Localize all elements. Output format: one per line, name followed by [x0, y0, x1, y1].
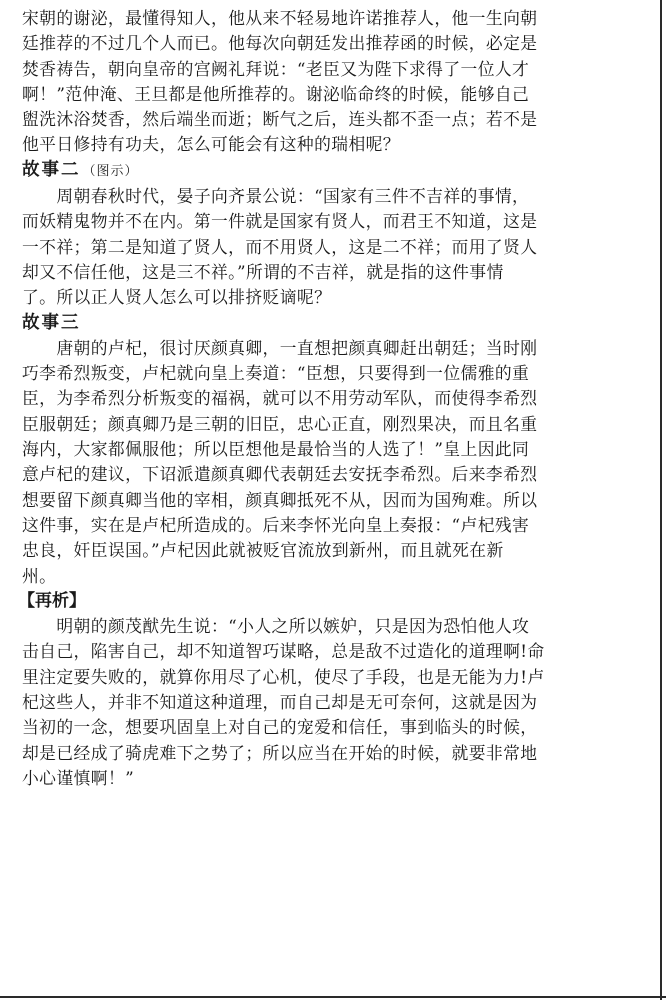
paragraph-story-3 — [22, 336, 646, 589]
text-line: 唐朝的卢杞，很讨厌颜真卿，一直想把颜真卿赶出朝廷；当时刚 — [22, 337, 538, 358]
text-line: 盥洗沐浴焚香，然后端坐而逝；断气之后，连头都不歪一点；若不是 — [22, 109, 538, 130]
paragraph-story-1 — [22, 6, 646, 158]
text-line: 而妖精鬼物并不在内。第一件就是国家有贤人，而君王不知道，这是 — [22, 211, 538, 232]
text-line: 宋朝的谢泌，最懂得知人，他从来不轻易地许诺推荐人，他一生向朝 — [22, 8, 538, 28]
text-line: 一不祥；第二是知道了贤人，而不用贤人，这是二不祥；而用了贤人 — [22, 236, 538, 257]
heading-title: 故事三 — [22, 312, 81, 333]
text-line: 却又不信任他，这是三不祥。”所谓的不吉祥，就是指的这件事情 — [22, 261, 504, 282]
heading-note: （图示） — [82, 163, 139, 179]
text-line: 啊！”范仲淹、王旦都是他所推荐的。谢泌临命终的时候，能够自己 — [22, 83, 530, 104]
text-line: 明朝的颜茂猷先生说：“小人之所以嫉妒，只是因为恐怕他人攻 — [22, 616, 530, 637]
heading-story-3 — [22, 311, 646, 336]
text-line: 忠良，奸臣误国。”卢杞因此就被贬官流放到新州，而且就死在新 — [22, 540, 504, 561]
paragraph-reanalysis — [22, 614, 646, 791]
heading-story-2 — [22, 158, 646, 184]
text-line: 这件事，实在是卢杞所造成的。后来李怀光向皇上奏报：“卢杞残害 — [22, 514, 530, 535]
text-line: 臣，为李希烈分析叛变的福祸，就可以不用劳动军队，而使得李希烈 — [22, 388, 538, 409]
text-line: 了。所以正人贤人怎么可以排挤贬谪呢？ — [22, 287, 332, 308]
text-line: 击自己，陷害自己，却不知道智巧谋略，总是敌不过造化的道理啊!命 — [22, 641, 545, 662]
text-line: 意卢杞的建议，下诏派遣颜真卿代表朝廷去安抚李希烈。后来李希烈 — [22, 464, 538, 485]
page-edge-bottom — [0, 996, 666, 998]
text-line: 小心谨慎啊！” — [22, 767, 135, 788]
paragraph-story-2 — [22, 184, 646, 310]
text-line: 里注定要失败的，就算你用尽了心机，使尽了手段，也是无能为力!卢 — [22, 666, 545, 687]
text-line: 巧李希烈叛变，卢杞就向皇上奏道：“臣想，只要得到一位儒雅的重 — [22, 363, 530, 384]
text-line: 当初的一念，想要巩固皇上对自己的宠爱和信任，事到临头的时候， — [22, 717, 538, 738]
text-line: 臣服朝廷；颜真卿乃是三朝的旧臣，忠心正直，刚烈果决，而且名重 — [22, 413, 538, 434]
text-line: 却是已经成了骑虎难下之势了；所以应当在开始的时候，就要非常地 — [22, 742, 538, 763]
text-line: 周朝春秋时代，晏子向齐景公说：“国家有三件不吉祥的事情， — [22, 186, 530, 207]
page-edge-right — [660, 0, 662, 1000]
heading-title: 故事二 — [22, 159, 81, 180]
text-line: 他平日修持有功夫，怎么可能会有这种的瑞相呢？ — [22, 134, 400, 155]
heading-title: 【再析】 — [18, 590, 86, 611]
text-line: 州。 — [22, 565, 57, 586]
text-line: 焚香祷告，朝向皇帝的宫阙礼拜说：“老臣又为陛下求得了一位人才 — [22, 58, 530, 79]
text-line: 海内，大家都佩服他；所以臣想他是最恰当的人选了！”皇上因此同 — [22, 439, 530, 460]
heading-reanalysis — [18, 589, 646, 614]
text-line: 想要留下颜真卿当他的宰相，颜真卿抵死不从，因而为国殉难。所以 — [22, 489, 538, 510]
text-line: 廷推荐的不过几个人而已。他每次向朝廷发出推荐函的时候，必定是 — [22, 33, 538, 54]
text-line: 杞这些人，并非不知道这种道理，而自己却是无可奈何，这就是因为 — [22, 692, 538, 713]
